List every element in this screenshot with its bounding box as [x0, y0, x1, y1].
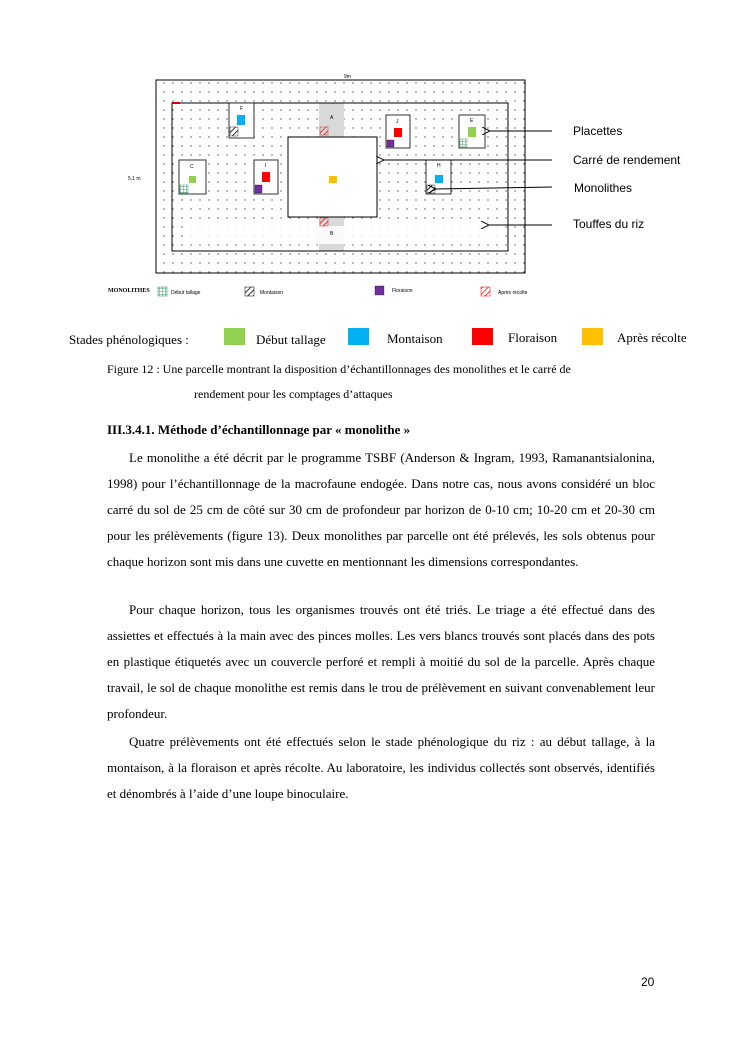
figure-caption-line2: rendement pour les comptages d’attaques: [194, 387, 393, 401]
callout-monolithes: Monolithes: [574, 181, 633, 195]
stage-swatch-montaison: [348, 328, 369, 345]
legend-label-montaison: Montaison: [260, 290, 284, 296]
plot-label-c: C: [190, 164, 194, 170]
legend-swatch-montaison: [245, 287, 254, 296]
callout-carre-rendement: Carré de rendement: [573, 153, 681, 167]
plot-label-h: H: [437, 163, 441, 169]
legend-title: MONOLITHES: [108, 288, 150, 294]
stage-swatch-tallage: [224, 328, 245, 345]
stage-swatch-floraison: [472, 328, 493, 345]
plot-label-f: F: [240, 106, 244, 112]
plot-label-e: E: [470, 118, 474, 124]
monolith-legend: [108, 286, 528, 296]
stage-label-tallage: Début tallage: [256, 332, 326, 347]
paragraph-1: Le monolithe a été décrit par le programme TSBF (Anderson & Ingram, 1993, Ramanantsialonina, 1998) pour l’échantillonnage de la macrofaune endogée. Dans notre cas, nous avons considéré un bloc carré du sol de 25 cm de côté sur 30 cm de profondeur par horizon de 0-10 cm; 10-20 cm et 20-30 cm pour les prélèvements (figure 13). Deux monolithes par parcelle ont été prélevés, les sols obtenus pour chaque horizon sont mis dans une cuvette en mentionnant les dimensions correspondantes.: [107, 450, 655, 569]
stage-label-recolte: Après récolte: [617, 330, 687, 345]
plot-f: [229, 103, 254, 138]
stages-label: Stades phénologiques :: [69, 332, 189, 347]
callout-touffes: Touffes du riz: [573, 217, 645, 231]
plot-c: [179, 160, 206, 194]
legend-label-floraison: Floraison: [392, 288, 413, 294]
stage-swatch-recolte: [582, 328, 603, 345]
paragraph-2: Pour chaque horizon, tous les organismes trouvés ont été triés. Le triage a été effectué dans des assiettes et effectués à la main avec des pinces molles. Les vers blancs trouvés sont placés dans des pots en plastique étiquetés avec un couvercle perforé et rempli à moitié du sol de la parcelle. Après chaque travail, le sol de chaque monolithe est remis dans le trou de prélèvement en suivant convenablement leur profondeur.: [107, 602, 655, 721]
plot-label-a: A: [330, 115, 334, 121]
plot-e: [459, 115, 485, 148]
field-width-label: 9m: [344, 74, 351, 80]
page-number: 20: [641, 975, 655, 989]
legend-swatch-tallage: [158, 287, 167, 296]
figure-caption-line1: Figure 12 : Une parcelle montrant la disposition d’échantillonnages des monolithes et le carré de: [107, 362, 571, 376]
plot-i: [254, 160, 278, 194]
legend-swatch-recolte: [481, 287, 490, 296]
legend-swatch-floraison: [375, 286, 384, 295]
stage-label-montaison: Montaison: [387, 331, 443, 346]
stage-label-floraison: Floraison: [508, 330, 558, 345]
plot-label-i: I: [265, 163, 267, 169]
row-gap: [183, 226, 503, 244]
stages-legend: [0, 327, 745, 349]
field-height-label: 5.1 m: [128, 176, 141, 182]
legend-label-recolte: Après récolte: [498, 290, 528, 296]
plot-label-j: J: [396, 119, 399, 125]
plot-j: [386, 115, 410, 148]
callout-placettes: Placettes: [573, 124, 623, 138]
plot-label-b: B: [330, 231, 334, 237]
paragraph-3: Quatre prélèvements ont été effectués selon le stade phénologique du riz : au début tallage, à la montaison, à la floraison et après récolte. Au laboratoire, les individus collectés sont observés, identifiés et dénombrés à l’aide d’une loupe binoculaire.: [107, 734, 655, 801]
legend-label-tallage: Début tallage: [171, 290, 201, 296]
section-heading: III.3.4.1. Méthode d’échantillonnage par « monolithe »: [107, 422, 411, 437]
yield-square-marker: [329, 176, 337, 183]
